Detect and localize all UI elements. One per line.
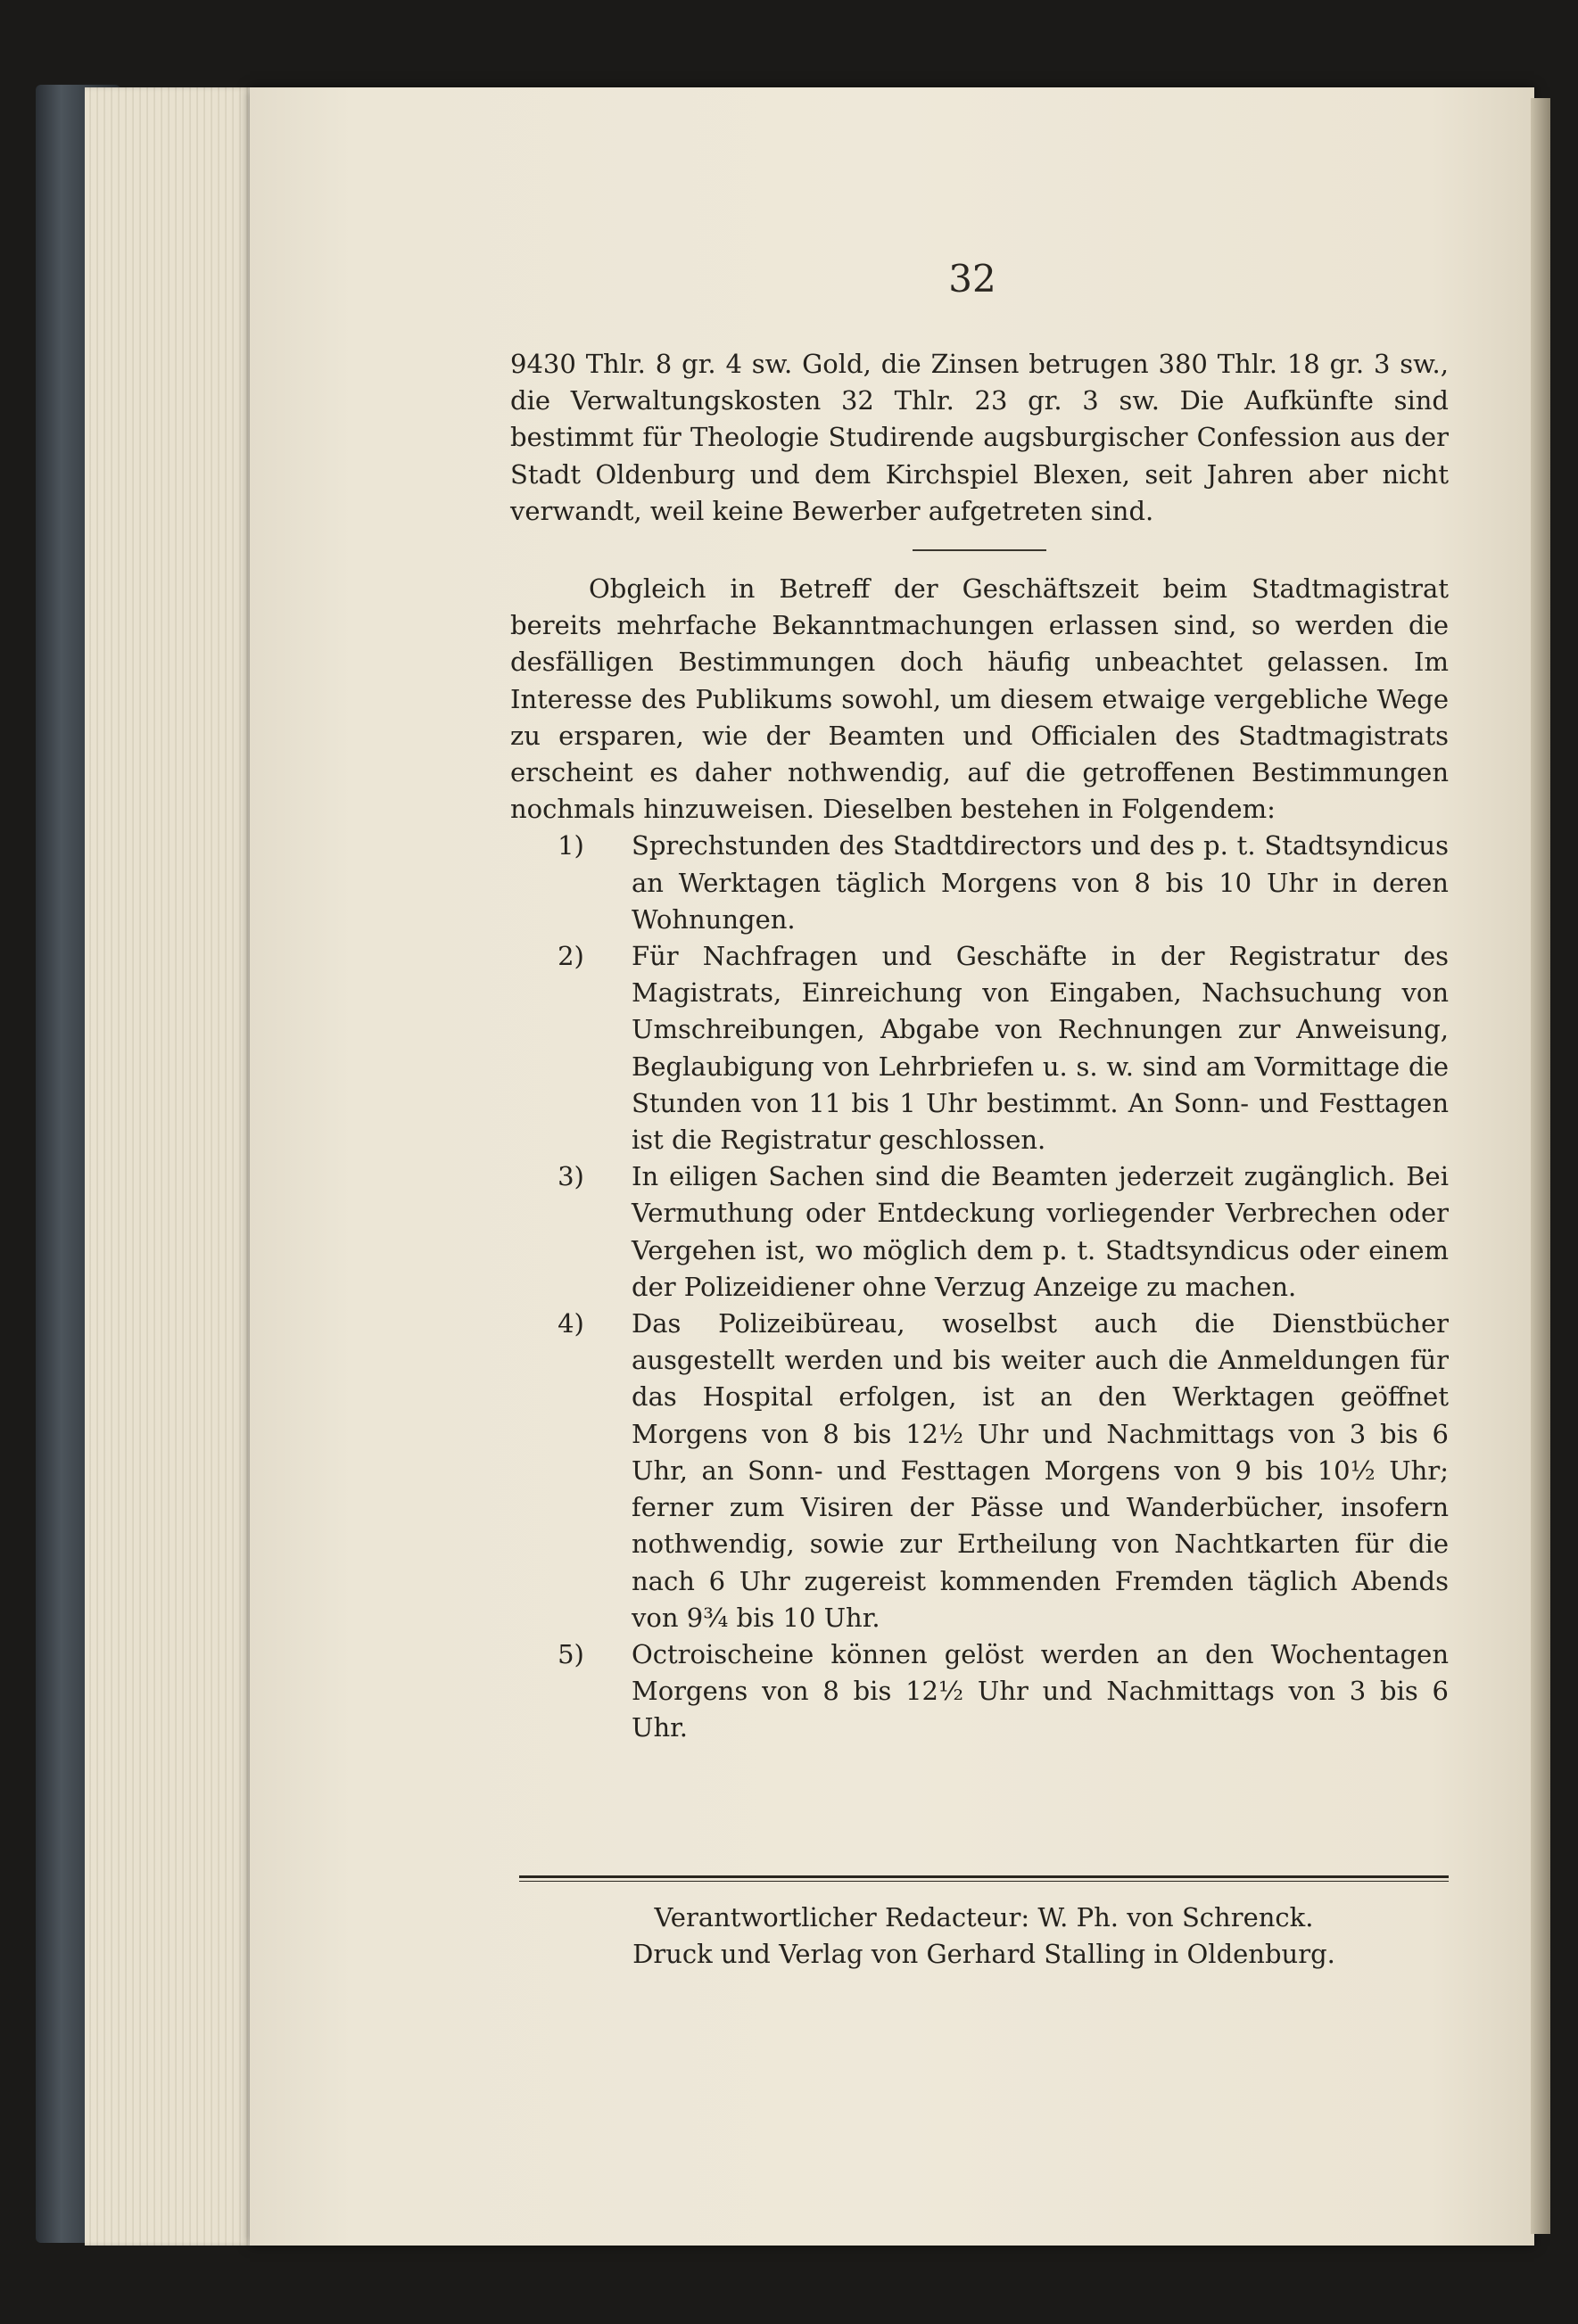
list-item-text: In eiligen Sachen sind die Beamten jederzeit zugänglich. Bei Vermuthung oder Entdeckung vorliegender Verbrechen oder Vergehen ist, wo möglich dem p. t. Stadtsyndicus oder einem der Polizeidiener ohne Verzug Anzeige zu machen. xyxy=(632,1161,1449,1302)
list-item-number: 5) xyxy=(558,1638,584,1669)
list-item-number: 2) xyxy=(558,941,584,972)
imprint-editor: Verantwortlicher Redacteur: W. Ph. von Schrenck. xyxy=(654,1902,1314,1933)
list-item xyxy=(510,828,1449,938)
list-item xyxy=(510,938,1449,1158)
list-item xyxy=(510,1636,1449,1747)
list-item-text: Für Nachfragen und Geschäfte in der Registratur des Magistrats, Einreichung von Eingaben, Nachsuchung von Umschreibungen, Abgabe von Rechnungen zur Anweisung, Beglaubigung von Lehrbriefen u. s. w. sind am Vormittage die Stunden von 11 bis 1 Uhr bestimmt. An Sonn- und Festtagen ist die Registratur geschlossen. xyxy=(632,941,1449,1156)
list-item-number: 3) xyxy=(558,1161,584,1192)
list-item-text: Sprechstunden des Stadtdirectors und des p. t. Stadtsyndicus an Werktagen täglich Morgens von 8 bis 10 Uhr in deren Wohnungen. xyxy=(632,830,1449,935)
page-fore-edge xyxy=(1531,98,1550,2234)
page-stack xyxy=(85,87,268,2246)
imprint-printer: Druck und Verlag von Gerhard Stalling in Oldenburg. xyxy=(632,1939,1335,1969)
section-divider xyxy=(913,549,1046,551)
list-item xyxy=(510,1306,1449,1636)
office-hours-list xyxy=(510,828,1449,1746)
imprint xyxy=(519,1900,1449,1973)
paragraph-office-hours-intro: Obgleich in Betreff der Geschäftszeit beim Stadtmagistrat bereits mehrfache Bekanntmachungen erlassen sind, so werden die desfälligen Bestimmungen doch häufig unbeachtet gelassen. Im Interesse des Publikums sowohl, um diesem etwaige vergebliche Wege zu ersparen, wie der Beamten und Officialen des Stadtmagistrats erscheint es daher nothwendig, auf die getroffenen Bestimmungen nochmals hinzuweisen. Dieselben bestehen in Folgendem: xyxy=(510,573,1449,825)
paragraph-foundation: 9430 Thlr. 8 gr. 4 sw. Gold, die Zinsen betrugen 380 Thlr. 18 gr. 3 sw., die Verwaltungskosten 32 Thlr. 23 gr. 3 sw. Die Aufkünfte sind bestimmt für Theologie Studirende augsburgischer Confession aus der Stadt Oldenburg und dem Kirchspiel Blexen, seit Jahren aber nicht verwandt, weil keine Bewerber aufgetreten sind. xyxy=(510,349,1449,526)
list-item-text: Octroischeine können gelöst werden an den Wochentagen Morgens von 8 bis 12½ Uhr und Nachmittags von 3 bis 6 Uhr. xyxy=(632,1638,1449,1743)
footer-rule xyxy=(519,1875,1449,1882)
list-item-text: Das Polizeibüreau, woselbst auch die Dienstbücher ausgestellt werden und bis weiter auch die Anmeldungen für das Hospital erfolgen, ist an den Werktagen geöffnet Morgens von 8 bis 12½ Uhr und Nachmittags von 3 bis 6 Uhr, an Sonn- und Festtagen Morgens von 9 bis 10½ Uhr; ferner zum Visiren der Pässe und Wanderbücher, insofern nothwendig, sowie zur Ertheilung von Nachtkarten für die nach 6 Uhr zugereist kommenden Fremden täglich Abends von 9¾ bis 10 Uhr. xyxy=(632,1308,1449,1633)
page-body xyxy=(510,346,1449,1747)
list-item-number: 4) xyxy=(558,1308,584,1339)
list-item xyxy=(510,1158,1449,1306)
page-number: 32 xyxy=(948,257,996,301)
list-item-number: 1) xyxy=(558,830,584,861)
